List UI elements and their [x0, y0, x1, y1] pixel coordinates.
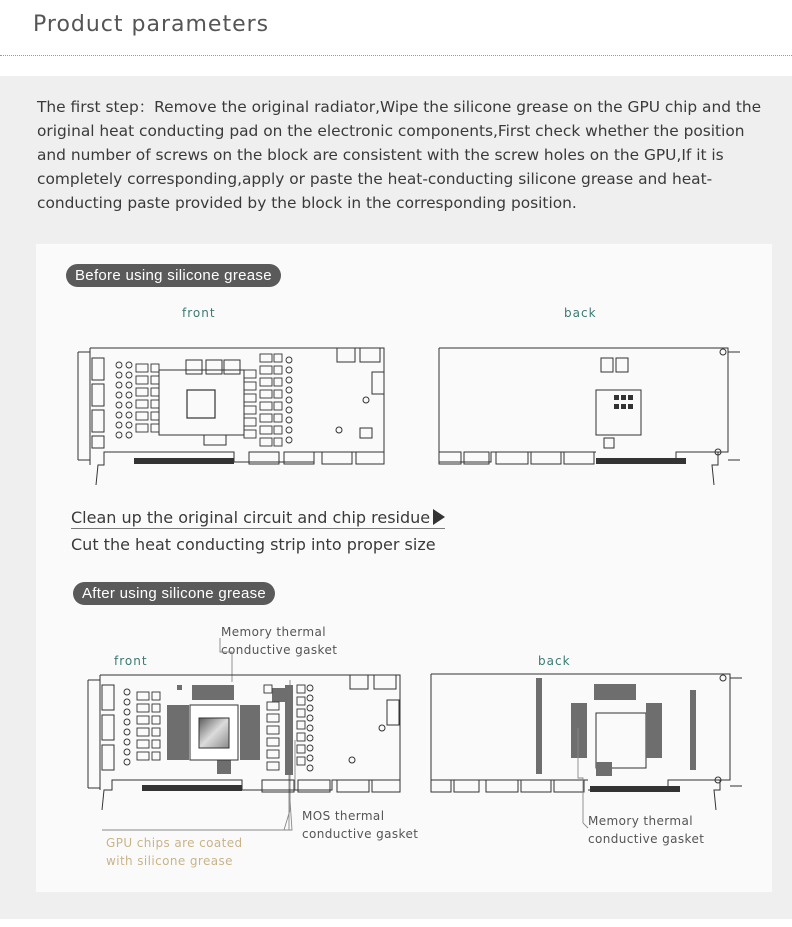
mos-callout-line2: conductive gasket	[302, 827, 419, 841]
before-front-board	[74, 340, 394, 485]
before-pill: Before using silicone grease	[66, 264, 281, 287]
gpu-callout-line1: GPU chips are coated	[106, 836, 243, 850]
memory-callout-line2: conductive gasket	[221, 643, 338, 657]
memory-callout-line1: Memory thermal	[221, 625, 327, 639]
before-back-board	[436, 340, 746, 485]
step-clean-text: Clean up the original circuit and chip residue	[71, 508, 431, 527]
header-divider	[0, 55, 792, 56]
page-header	[0, 0, 792, 56]
after-pill: After using silicone grease	[73, 582, 275, 605]
back-memory-thermal-callout	[588, 812, 704, 848]
back-memory-callout-line1: Memory thermal	[588, 814, 694, 828]
after-front-board	[82, 630, 412, 830]
before-front-label: front	[182, 306, 216, 320]
mos-thermal-callout	[302, 807, 418, 843]
step-cut-strip: Cut the heat conducting strip into proper size	[71, 535, 436, 554]
before-back-label: back	[564, 306, 597, 320]
page-title: Product parameters	[33, 12, 270, 37]
back-memory-callout-line2: conductive gasket	[588, 832, 705, 846]
mos-callout-line1: MOS thermal	[302, 809, 385, 823]
intro-paragraph: The first step：Remove the original radiator,Wipe the silicone grease on the GPU chip and the original heat conducting pad on the electronic components,First check whether the position and number of screws on the block are consistent with the screw holes on the GPU,If it is completely corresponding,apply or paste the heat-conducting silicone grease and heat-conducting paste provided by the block in the corresponding position.	[37, 98, 762, 212]
gpu-grease-callout	[106, 834, 243, 870]
step-clean-residue	[71, 508, 445, 529]
after-front-label: front	[114, 654, 148, 668]
gpu-callout-line2: with silicone grease	[106, 854, 233, 868]
play-arrow-icon	[433, 509, 445, 525]
after-back-label: back	[538, 654, 571, 668]
